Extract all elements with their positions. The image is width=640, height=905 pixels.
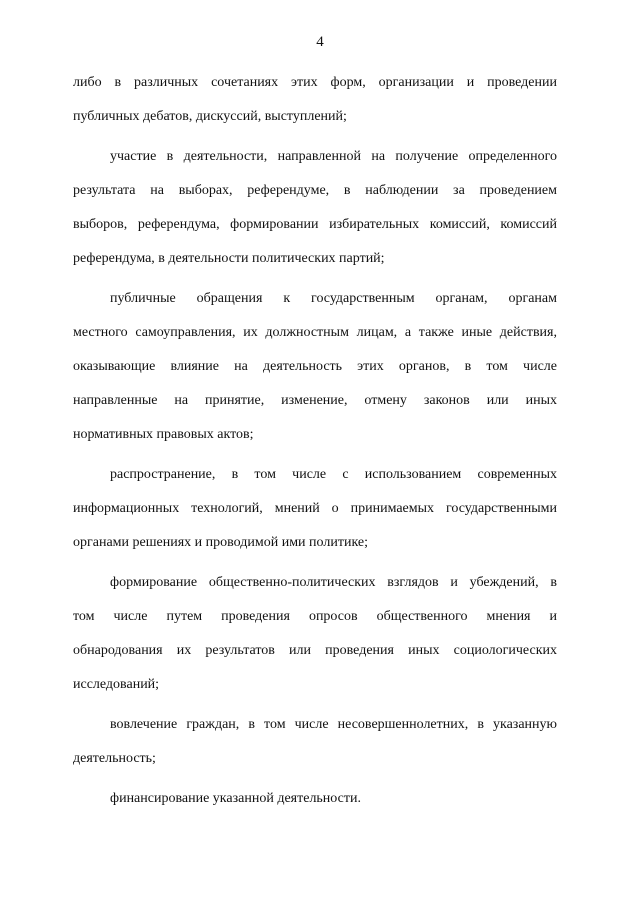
text-line: вовлечение граждан, в том числе несовершеннолетних, в указанную — [110, 717, 557, 732]
paragraph-involvement — [73, 708, 557, 776]
text-line: либо в различных сочетаниях этих форм, организации и проведении — [73, 75, 557, 90]
text-line: исследований; — [73, 677, 160, 692]
text-line: направленные на принятие, изменение, отмену законов или иных — [73, 393, 557, 408]
text-line: обнародования их результатов или проведения иных социологических — [73, 643, 557, 658]
text-line: нормативных правовых актов; — [73, 427, 254, 442]
text-line: публичных дебатов, дискуссий, выступлений; — [73, 109, 347, 124]
page-number: 4 — [316, 34, 324, 50]
text-line: финансирование указанной деятельности. — [110, 791, 361, 806]
text-line: результата на выборах, референдуме, в наблюдении за проведением — [73, 183, 557, 198]
paragraph-continuation — [73, 66, 557, 134]
text-line: распространение, в том числе с использованием современных — [110, 467, 557, 482]
paragraph-dissemination — [73, 458, 557, 560]
paragraph-views-formation — [73, 566, 557, 702]
text-line: органами решениях и проводимой ими политике; — [73, 535, 369, 550]
text-line: оказывающие влияние на деятельность этих органов, в том числе — [73, 359, 557, 374]
text-line: местного самоуправления, их должностным лицам, а также иные действия, — [73, 325, 557, 340]
paragraph-elections — [73, 140, 557, 276]
text-line: участие в деятельности, направленной на получение определенного — [110, 149, 557, 164]
text-line: формирование общественно-политических взглядов и убеждений, в — [110, 575, 557, 590]
text-line: референдума, в деятельности политических партий; — [73, 251, 385, 266]
text-line: информационных технологий, мнений о принимаемых государственными — [73, 501, 557, 516]
paragraph-public-appeals — [73, 282, 557, 452]
text-line: деятельность; — [73, 751, 156, 766]
paragraph-financing — [73, 782, 557, 816]
document-body — [73, 66, 557, 816]
text-line: выборов, референдума, формировании избирательных комиссий, комиссий — [73, 217, 557, 232]
text-line: том числе путем проведения опросов общественного мнения и — [73, 609, 557, 624]
text-line: публичные обращения к государственным органам, органам — [110, 291, 557, 306]
